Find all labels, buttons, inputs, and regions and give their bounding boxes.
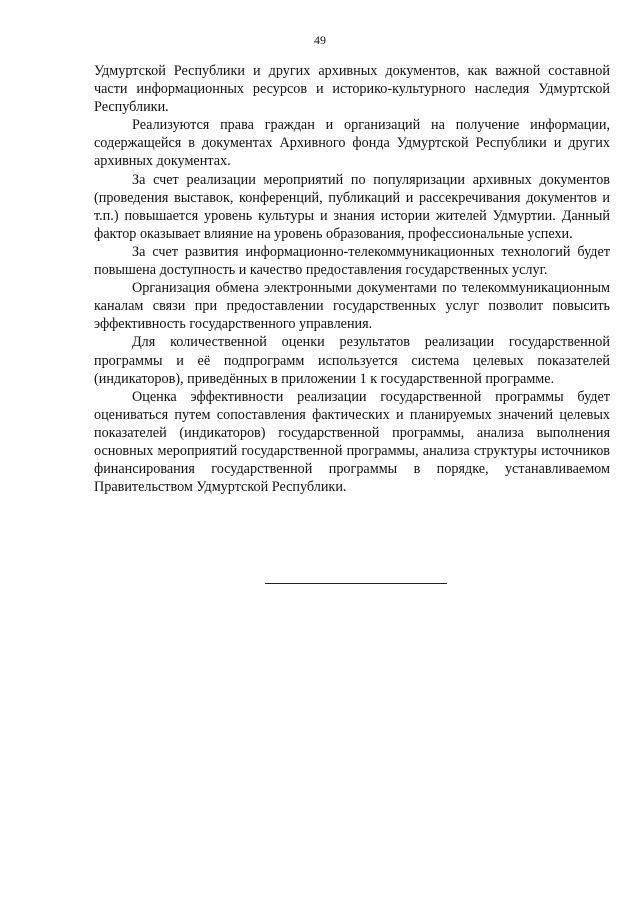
closing-separator-line	[265, 583, 447, 584]
paragraph-continuation: Удмуртской Республики и других архивных документов, как важной составной части информационных ресурсов и историко-культурного наследия Удмуртской Республики.	[94, 63, 610, 116]
page-number: 49	[314, 33, 326, 47]
paragraph-citizens-rights: Реализуются права граждан и организаций на получение информации, содержащейся в документах Архивного фонда Удмуртской Республики и других архивных документах.	[94, 117, 610, 170]
paragraph-indicators: Для количественной оценки результатов реализации государственной программы и её подпрограмм используется система целевых показателей (индикаторов), приведённых в приложении 1 к государственной программе.	[94, 334, 610, 387]
document-body	[94, 62, 610, 496]
paragraph-efficiency-evaluation: Оценка эффективности реализации государственной программы будет оцениваться путем сопоставления фактических и планируемых значений целевых показателей (индикаторов) государственной программы, анализа выполнения основных мероприятий государственной программы, анализа структуры источников финансирования государственной программы в порядке, устанавливаемом Правительством Удмуртской Республики.	[94, 388, 610, 496]
paragraph-ict-development: За счет развития информационно-телекоммуникационных технологий будет повышена доступность и качество предоставления государственных услуг.	[94, 243, 610, 279]
paragraph-popularization: За счет реализации мероприятий по популяризации архивных документов (проведения выставок, конференций, публикаций и рассекречивания документов и т.п.) повышается уровень культуры и знания истории жителей Удмуртии. Данный фактор оказывает влияние на уровень образования, профессиональные успехи.	[94, 171, 610, 242]
paragraph-electronic-exchange: Организация обмена электронными документами по телекоммуникационным каналам связи при предоставлении государственных услуг позволит повысить эффективность государственного управления.	[94, 280, 610, 333]
